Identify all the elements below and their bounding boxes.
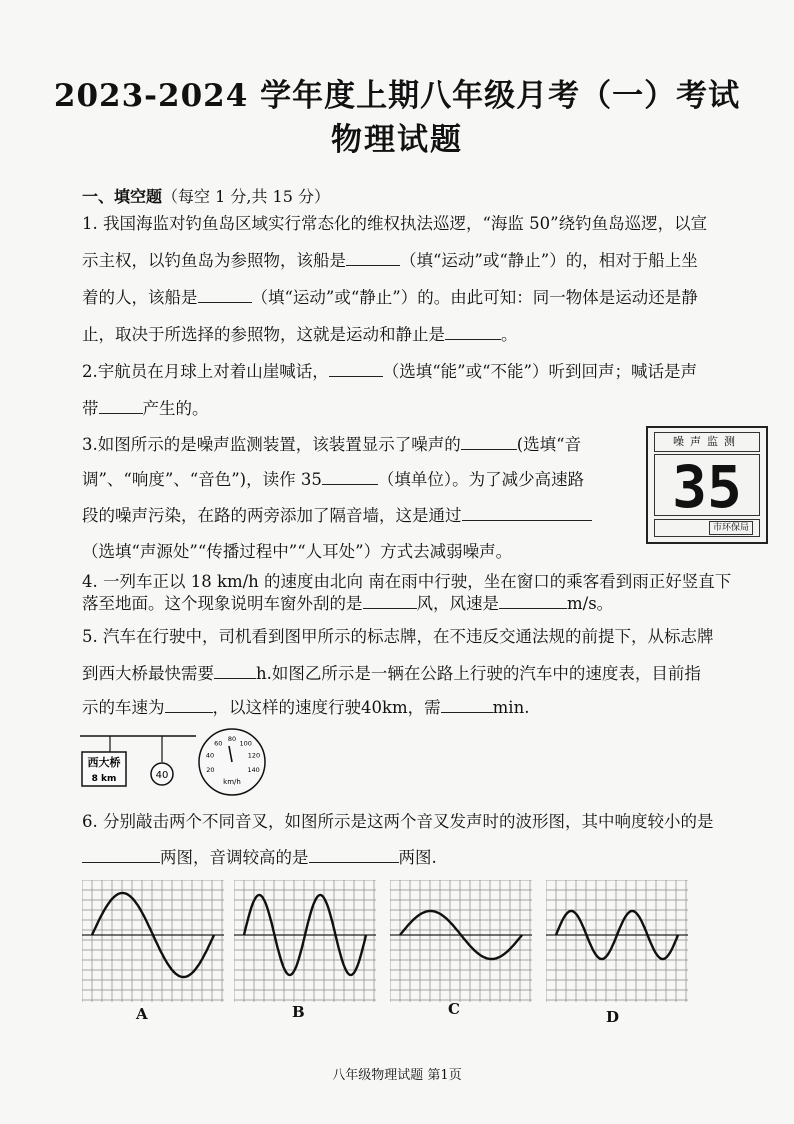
exam-subtitle: 物理试题 — [331, 122, 463, 158]
speedometer-tick-label: 120 — [247, 751, 261, 760]
q1-line3: 着的人，该船是 （填“运动”或“静止”）的。由此可知：同一物体是运动还是静 — [82, 288, 698, 307]
q3-blank1[interactable] — [461, 435, 517, 450]
q1-line4: 止，取决于所选择的参照物，这就是运动和静止是 。 — [82, 325, 518, 344]
q5-line1: 5. 汽车在行驶中，司机看到图甲所示的标志牌，在不违反交通法规的前提下，从标志牌 — [82, 627, 714, 646]
q1-blank2[interactable] — [198, 288, 252, 303]
noise-monitor-figure — [646, 426, 768, 544]
q5-blank3[interactable] — [441, 698, 493, 713]
q4-blank2[interactable] — [499, 594, 567, 609]
monitor-title: 噪声监测 — [654, 432, 760, 452]
q1-blank3[interactable] — [445, 325, 501, 340]
monitor-reading: 35 — [672, 455, 742, 515]
waveform-label-c: C — [448, 1000, 460, 1018]
q6-blank1[interactable] — [82, 848, 160, 863]
q2-line1: 2.宇航员在月球上对着山崖喊话， （选填“能”或“不能”）听到回声；喊话是声 — [82, 362, 697, 381]
q6-line1: 6. 分别敲击两个不同音叉，如图所示是这两个音叉发声时的波形图，其中响度较小的是 — [82, 812, 714, 831]
q4-line1: 4. 一列车正以 18 km/h 的速度由北向 南在雨中行驶，坐在窗口的乘客看到雨正好竖直下 — [82, 572, 732, 591]
speedometer-tick-label: 60 — [214, 739, 223, 748]
waveform-label-b: B — [292, 1003, 305, 1021]
q3-blank3[interactable] — [462, 506, 592, 521]
page-footer: 八年级物理试题 第1页 — [332, 1068, 462, 1083]
q2-blank2[interactable] — [99, 399, 143, 414]
speedometer-tick-label: 80 — [227, 735, 237, 743]
monitor-footer-label: 市环保局 — [709, 521, 753, 535]
q6-blank2[interactable] — [309, 848, 399, 863]
q1-line2: 示主权，以钓鱼岛为参照物，该船是 （填“运动”或“静止”）的，相对于船上坐 — [82, 251, 698, 270]
section-title: 一、填空题 — [82, 187, 163, 206]
q6-line2: 两图，音调较高的是 两图. — [82, 848, 437, 868]
q2-line2: 带 产生的。 — [82, 399, 209, 418]
section-note: （每空 1 分,共 15 分） — [162, 187, 330, 206]
speedometer-tick-label: 100 — [239, 739, 252, 748]
q3-line3: 段的噪声污染，在路的两旁添加了隔音墙，这是通过 — [82, 506, 592, 526]
waveform-c — [390, 880, 532, 1002]
q5-line2: 到西大桥最快需要 h.如图乙所示是一辆在公路上行驶的汽车中的速度表，目前指 — [82, 664, 701, 683]
q5-line3: 示的车速为 ，以这样的速度行驶40km，需 min. — [82, 698, 530, 717]
waveform-b — [234, 880, 376, 1002]
sign-place: 西大桥 — [87, 756, 121, 769]
q1-line1: 1. 我国海监对钓鱼岛区域实行常态化的维权执法巡逻，“海监 50”绕钓鱼岛巡逻，以宣 — [82, 214, 708, 233]
waveform-a — [82, 880, 224, 1002]
monitor-footer — [654, 519, 760, 537]
q5-blank1[interactable] — [214, 664, 256, 679]
waveform-label-a: A — [136, 1005, 148, 1023]
speedometer-tick-label: 140 — [247, 765, 260, 774]
speed-limit-value: 40 — [155, 770, 169, 781]
q3-blank2[interactable] — [322, 470, 378, 485]
speedometer-tick-label: 20 — [206, 765, 215, 774]
q5-blank2[interactable] — [165, 698, 213, 713]
q3-line1: 3.如图所示的是噪声监测装置，该装置显示了噪声的 (选填“音 — [82, 435, 582, 454]
monitor-digits — [655, 455, 759, 515]
sign-distance: 8 km — [91, 774, 117, 784]
q1-blank1[interactable] — [346, 251, 400, 266]
speedometer-unit: km/h — [223, 778, 241, 786]
speedometer-tick-label: 40 — [205, 751, 215, 760]
exam-title: 2023-2024 学年度上期八年级月考（一）考试 — [53, 78, 741, 114]
q2-blank1[interactable] — [329, 362, 383, 377]
speedometer-figure — [196, 726, 268, 798]
q3-line4: （选填“声源处”“传播过程中”“人耳处”）方式去减弱噪声。 — [82, 542, 513, 561]
section-heading — [82, 184, 330, 207]
q4-blank1[interactable] — [363, 594, 417, 609]
q3-line2: 调”、“响度”、“音色”)，读作 35 （填单位）。为了减少高速路 — [82, 470, 585, 489]
waveform-label-d: D — [606, 1008, 620, 1026]
monitor-screen — [654, 454, 760, 516]
q4-line2: 落至地面。这个现象说明车窗外刮的是 风，风速是 m/s。 — [82, 594, 614, 613]
waveform-d — [546, 880, 688, 1002]
